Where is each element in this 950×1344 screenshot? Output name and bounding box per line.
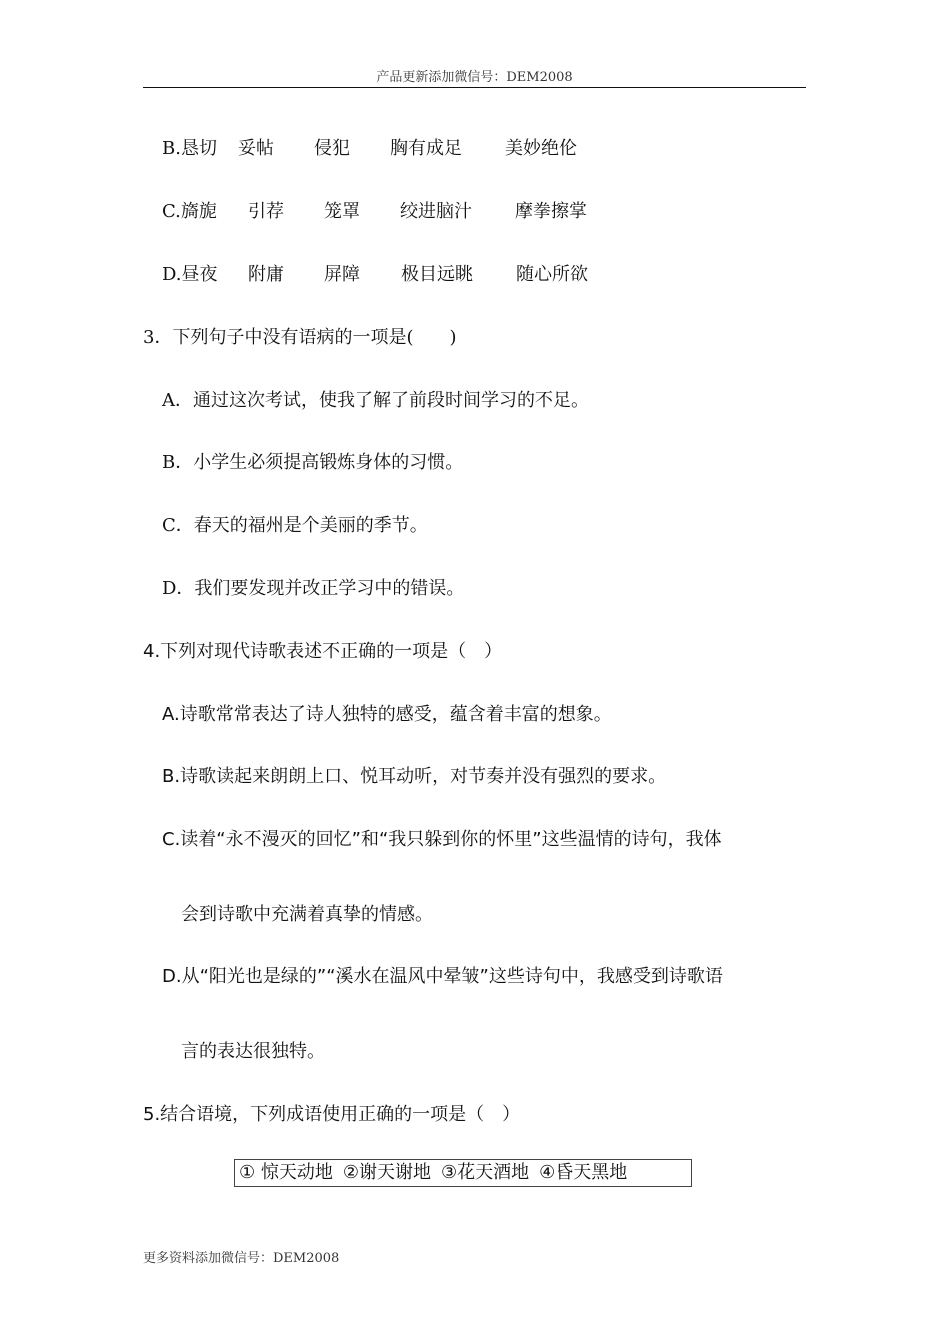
- word: 屏障: [324, 264, 360, 285]
- word: 极目远眺: [401, 264, 473, 285]
- q3-option-a: A．通过这次考试，使我了解了前段时间学习的不足。: [162, 390, 589, 411]
- word: 随心所欲: [516, 264, 588, 285]
- word: 妥帖: [238, 138, 274, 159]
- word: 绞进脑汁: [400, 201, 472, 222]
- idiom-box: [234, 1159, 692, 1187]
- word: 笼罩: [324, 201, 360, 222]
- q3-stem: 3．下列句子中没有语病的一项是( ): [143, 327, 457, 348]
- q4-option-d-line1: D.从“阳光也是绿的”“溪水在温风中晕皱”这些诗句中，我感受到诗歌语: [162, 966, 723, 987]
- q5-stem: 5.结合语境，下列成语使用正确的一项是（ ）: [143, 1104, 521, 1125]
- q2-option-d: [162, 263, 588, 287]
- word: 恳切: [180, 138, 217, 159]
- option-label: B.: [162, 138, 181, 159]
- idiom-2: ②谢天谢地: [342, 1162, 431, 1183]
- q4-option-c-line2: 会到诗歌中充满着真挚的情感。: [181, 904, 433, 925]
- word: 昼夜: [181, 264, 218, 285]
- idiom-3: ③花天酒地: [441, 1162, 530, 1183]
- q3-option-c: C．春天的福州是个美丽的季节。: [162, 515, 428, 536]
- word: 附庸: [248, 264, 284, 285]
- word: 摩拳擦掌: [515, 201, 587, 222]
- q3-option-b: B．小学生必须提高锻炼身体的习惯。: [162, 452, 464, 473]
- q4-option-c-line1: C.读着“永不漫灭的回忆”和“我只躲到你的怀里”这些温情的诗句，我体: [162, 829, 722, 850]
- q4-option-d-line2: 言的表达很独特。: [181, 1041, 325, 1062]
- word: 引荐: [248, 201, 284, 222]
- q2-option-b: [162, 137, 577, 161]
- word: 美妙绝伦: [505, 138, 577, 159]
- q4-option-a: A.诗歌常常表达了诗人独特的感受，蕴含着丰富的想象。: [162, 704, 612, 725]
- word: 侵犯: [314, 138, 350, 159]
- header-divider: [143, 87, 806, 88]
- option-label: D.: [162, 264, 182, 285]
- page-footer: 更多资料添加微信号：DEM2008: [143, 1251, 340, 1266]
- q4-stem: 4.下列对现代诗歌表述不正确的一项是（ ）: [143, 641, 503, 662]
- page-header: 产品更新添加微信号：DEM2008: [376, 70, 573, 85]
- q3-option-d: D．我们要发现并改正学习中的错误。: [162, 578, 465, 599]
- q2-option-c: [162, 200, 587, 224]
- idiom-1: ① 惊天动地: [239, 1162, 333, 1183]
- idiom-4: ④昏天黑地: [539, 1162, 628, 1183]
- word: 胸有成足: [390, 138, 462, 159]
- q4-option-b: B.诗歌读起来朗朗上口、悦耳动听，对节奏并没有强烈的要求。: [162, 766, 667, 787]
- option-label: C.: [162, 201, 181, 222]
- word: 旖旎: [180, 201, 217, 222]
